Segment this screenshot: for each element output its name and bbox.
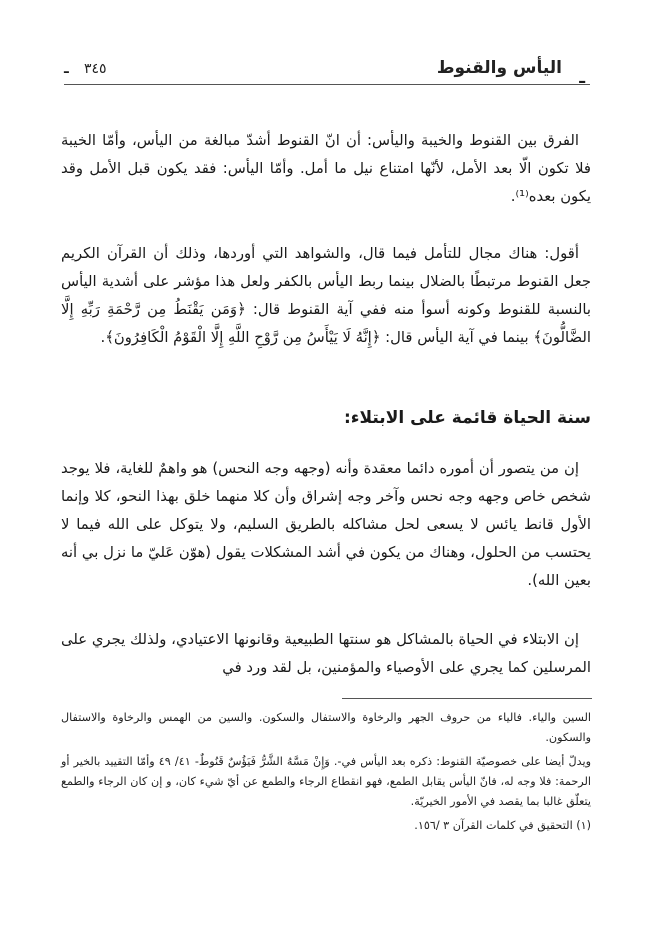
footnotes	[61, 708, 591, 840]
header-rule	[64, 84, 590, 85]
title-ornament: ـ	[579, 68, 585, 88]
paragraph-text: إن الابتلاء في الحياة بالمشاكل هو سنتها الطبيعية وقانونها الاعتيادي، ولذلك يجري على المرسلين كما يجري على الأوصياء والمؤمنين، بل لقد ورد في	[61, 631, 591, 676]
footnote-separator	[342, 698, 592, 699]
footnote-item: السين والياء. فالياء من حروف الجهر والرخاوة والاستفال والسكون. والسين من الهمس والرخاوة والاستفال والسكون.	[61, 711, 591, 744]
paragraph-text: إن من يتصور أن أموره دائما معقدة وأنه (وجهه وجه النحس) هو واهمٌ للغاية، فلا يوجد شخص خاص وجهه وجه نحس وآخر وجه إشراق وأن كلا منهما خلق بهذا النحو، كلا وإنما الأول قانط يائس لا يسعى لحل مشاكله بالطريق السليم، ولا يتوكل على الله فيما لا يحتسب من الحلول، وهناك من يكون في أشد المشكلات يقول (هوّن عَليّ ما نزل بي أنه بعين الله).	[61, 460, 591, 589]
section-heading: سنة الحياة قائمة على الابتلاء:	[343, 408, 591, 428]
page-number-ornament: ـ	[64, 61, 69, 77]
chapter-title: اليأس والقنوط	[436, 58, 562, 78]
section-paragraph-1	[61, 455, 591, 595]
body-paragraph-2	[61, 240, 591, 352]
paragraph-text: الفرق بين القنوط والخيبة واليأس: أن انّ القنوط أشدّ مبالغة من اليأس، وأمّا الخيبة فلا تكون الّا بعد الأمل، لأنّها امتناع نيل ما أمل. وأمّا اليأس: فقد يكون قبل الأمل وقد يكون بعده⁽¹⁾.	[61, 132, 591, 205]
footnote-item: (١) التحقيق في كلمات القرآن ٣ /١٥٦.	[414, 819, 591, 832]
section-paragraph-2	[61, 626, 591, 682]
running-header	[64, 58, 590, 88]
footnote-item: ويدلّ أيضا على خصوصيّة القنوط: ذكره بعد اليأس في-. وَإِنْ مَسَّهُ الشَّرُّ فَيَؤُسٌ قَنُوطٌ- ٤١/ ٤٩ وأمّا التقييد بالخير أو الرحمة: فلا وجه له، فانّ اليأس يقابل الطمع، فهو انقطاع الرجاء والطمع عن أيّ شيء كان، و إن كان الرجاء والطمع يتعلّق غالبا بما يقصد في الأمور الخيريّة.	[61, 755, 592, 808]
page-number: ٣٤٥	[84, 61, 107, 77]
body-paragraph-1	[61, 127, 591, 211]
paragraph-text: أقول: هناك مجال للتأمل فيما قال، والشواهد التي أوردها، وذلك أن القرآن الكريم جعل القنوط مرتبطًا بالضلال بينما ربط اليأس بالكفر ولعل هذا مؤشر على أشدية اليأس بالنسبة للقنوط وكونه أسوأ منه ففي آية القنوط قال: ﴿وَمَن يَقْنَطُ مِن رَّحْمَةِ رَبِّهِ إِلَّا الضَّالُّونَ﴾ بينما في آية اليأس قال: ﴿إِنَّهُ لَا يَيْأَسُ مِن رَّوْحِ اللَّهِ إِلَّا الْقَوْمُ الْكَافِرُونَ﴾.	[61, 245, 591, 346]
